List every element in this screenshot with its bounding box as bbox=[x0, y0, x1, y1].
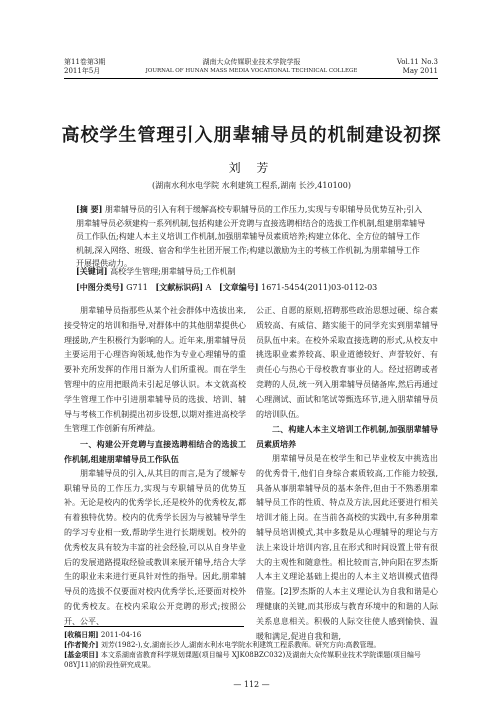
page-number: — 112 — bbox=[233, 680, 270, 689]
author-info-value: 刘芳(1982-),女,湖南长沙人,湖南水利水电学院水利建筑工程系教师。研究方向:高教管理。 bbox=[100, 641, 381, 649]
journal-date: 2011年5月 bbox=[64, 67, 101, 75]
volume-en: Vol.11 No.3 bbox=[396, 58, 438, 66]
class-label: [中图分类号] bbox=[76, 282, 124, 292]
keywords-label: [关键词] bbox=[76, 266, 108, 276]
received-label: [收稿日期] bbox=[64, 630, 99, 639]
fund-value: 本文系湖南省教育科学规划课题(项目编号 XJK08BZC032)及湖南大众传媒职业技术学院课题(项目编号 08YJ11)的阶段性研究成果。 bbox=[64, 651, 421, 669]
body-right-column bbox=[256, 304, 438, 641]
date-en: May 2011 bbox=[402, 67, 438, 75]
body-paragraph: 公正、自愿的原则,招聘那些政治思想过硬、综合素质较高、有威信、踏实能干的同学充实到朋辈辅导员队伍中来。在校外采取直接选聘的形式,从校友中挑选职业素养较高、职业道德较好、声誉较好、有责任心与热心于母校教育事业的人。经过招聘或者竞聘的人员,统一列入朋辈辅导员储备库,然后再通过心理测试、面试和笔试等甄选环节,进入朋辈辅导员的培训队伍。 bbox=[256, 306, 438, 419]
section-heading: 二、构建人本主义培训工作机制,加强朋辈辅导员素质培养 bbox=[256, 424, 438, 450]
article-author: 刘 芳 bbox=[228, 161, 275, 175]
article-no-value: 1671-5454(2011)03-0112-03 bbox=[261, 283, 378, 292]
journal-name-cn: 湖南大众传媒职业技术学院学报 bbox=[202, 58, 301, 66]
keywords-block bbox=[76, 265, 426, 294]
doc-code-value: A bbox=[205, 283, 212, 292]
section-heading: 一、构建公开竞聘与直接选聘相结合的选拔工作机制,组建朋辈辅导员工作队伍 bbox=[64, 439, 246, 464]
body-left-column bbox=[64, 304, 246, 626]
doc-code-label: [文献标识码] bbox=[155, 282, 204, 292]
journal-volume: 第11卷第3期 bbox=[64, 58, 106, 66]
header-rule bbox=[64, 78, 438, 79]
abstract-label: [摘 要] bbox=[76, 204, 103, 214]
article-no-label: [文章编号] bbox=[218, 282, 259, 292]
article-title: 高校学生管理引入朋辈辅导员的机制建设初探 bbox=[61, 125, 442, 146]
body-paragraph: 朋辈辅导员是在校学生和已毕业校友中挑选出的优秀骨干,他们自身综合素质较高,工作能力较强,具备从事朋辈辅导员的基本条件,但由于不熟悉朋辈辅导员工作的性质、特点及方法,因此还要进行相关培训才能上岗。在当前各高校的实践中,有多种朋辈辅导员培训模式,其中多数是从心理辅导的理论与方法上来设计培训内容,且在形式和时间设置上带有很大的主观性和随意性。相比较而言,钟向阳在罗杰斯人本主义理论基础上提出的人本主义培训模式值得借鉴。[2]罗杰斯的人本主义理论认为自我和谐是心理健康的关键,而其形成与教育环境中的和谐的人际关系息息相关。积极的人际交往使人感到愉快、温暖和满足,促进自我和谐, bbox=[256, 453, 438, 641]
author-affiliation: (湖南水利水电学院 水利建筑工程系,湖南 长沙,410100) bbox=[152, 181, 351, 190]
fund-label: [基金项目] bbox=[64, 650, 99, 659]
author-info-label: [作者简介] bbox=[64, 640, 99, 649]
body-paragraph: 朋辈辅导员指那些从某个社会群体中选拔出来,接受特定的培训和指导,对群体中的其他朋辈提供心理援助,产生积极行为影响的人。近年来,朋辈辅导员主要运用于心理咨询领域,他作为专业心理辅导的重要补充所发挥的作用日渐为人们所重视。而在学生管理中的应用把眼尚未引起足够认识。本文就高校学生管理工作中引进朋辈辅导员的选拔、培训、辅导与考核工作机制提出初步设想,以期对推进高校学生管理工作创新有所裨益。 bbox=[64, 306, 246, 434]
received-value: 2011-04-16 bbox=[100, 631, 142, 639]
class-value: G711 bbox=[126, 283, 148, 292]
abstract bbox=[76, 203, 426, 271]
keywords-text: 高校学生管理;朋辈辅导员;工作机制 bbox=[110, 267, 236, 276]
journal-name-en: JOURNAL OF HUNAN MASS MEDIA VOCATIONAL TECHNICAL COLLEGE bbox=[145, 68, 358, 74]
footnote-rule bbox=[64, 626, 244, 627]
body-paragraph: 朋辈辅导员的引入,从其目的而言,是为了缓解专职辅导员的工作压力,实现与专职辅导员的优势互补。无论是校内的优秀学长,还是校外的优秀校友,都有着独特优势。校内的优秀学长因为与被辅导学生的学习专业相一致,帮助学生进行长期规划。校外的优秀校友具有较为丰富的社会经验,可以从自身毕业后的发展道路提取经验或教训来展开辅导,结合大学生的职业未来进行更具针对性的指导。因此,朋辈辅导员的选拔不仅要面对校内优秀学长,还要面对校外的优秀校友。在校内采取公开竞聘的形式;按照公开、公平、 bbox=[64, 468, 246, 626]
abstract-text: 朋辈辅导员的引入有利于缓解高校专职辅导员的工作压力,实现与专职辅导员优势互补;引入朋辈辅导员必须建构一系列机制,包括构建公开竞聘与直接选聘相结合的选拔工作机制,组建朋辈辅导员工作队伍;构建人本主义培训工作机制,加强朋辈辅导员素质培养;构建立体化、全方位的辅导工作机制,深入网络、班级、宿舍和学生社团开展工作;构建以激励为主的考核工作机制,为朋辈辅导工作开展提供动力。 bbox=[76, 205, 426, 268]
footnotes bbox=[64, 630, 438, 670]
